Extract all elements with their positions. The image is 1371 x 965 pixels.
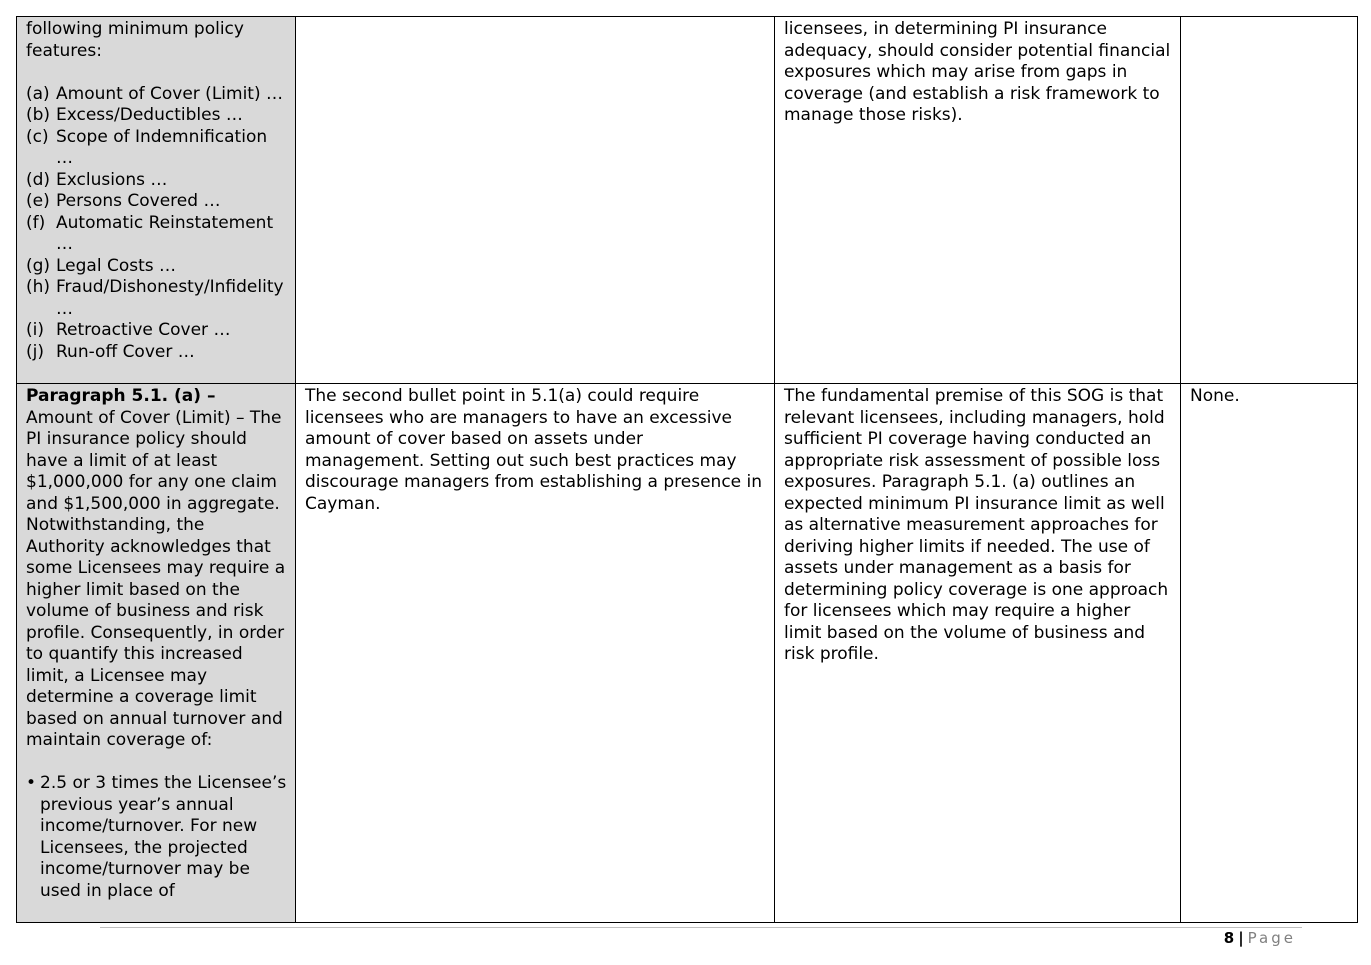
policy-features-intro: following minimum policy features:	[26, 19, 244, 61]
list-item: (b) Excess/Deductibles …	[26, 105, 243, 125]
industry-comment-cell: The second bullet point in 5.1(a) could require licensees who are managers to have an excessive amount of cover based on assets under management. Setting out such best practices may discourage managers from establishing a presence in Cayman.	[296, 384, 775, 923]
industry-comment-cell	[296, 17, 775, 384]
authority-response-cell: The fundamental premise of this SOG is that relevant licensees, including managers, hold sufficient PI coverage having conducted an appropriate risk assessment of possible loss exposures. Paragraph 5.1. (a) outlines an expected minimum PI insurance limit as well as alternative measurement approaches for deriving higher limits if needed. The use of assets under management as a basis for determining policy coverage is one approach for licensees which may require a higher limit based on the volume of business and risk profile.	[775, 384, 1181, 923]
policy-features-list	[26, 84, 287, 364]
list-item: (f) Automatic Reinstatement …	[26, 212, 274, 254]
authority-response-cell: licensees, in determining PI insurance adequacy, should consider potential financial exposures which may arise from gaps in coverage (and establish a risk framework to manage those risks).	[775, 17, 1181, 384]
table-row	[17, 17, 1358, 384]
policy-features-cell	[17, 17, 296, 384]
paragraph-5-1-a-cell	[17, 384, 296, 923]
list-item: (a) Amount of Cover (Limit) …	[26, 83, 283, 104]
page-number: 8	[1223, 929, 1235, 947]
page-separator: |	[1238, 929, 1244, 947]
bullet-item: • 2.5 or 3 times the Licensee’s previous year’s annual income/turnover. For new Licensees, the projected income/turnover may be used in place of	[26, 773, 287, 902]
paragraph-heading: Paragraph 5.1. (a) –	[26, 386, 216, 406]
page-label: Page	[1247, 929, 1296, 947]
list-item: (j) Run-off Cover …	[26, 341, 195, 362]
amendment-cell	[1181, 17, 1358, 384]
comments-table	[16, 16, 1358, 923]
table-row	[17, 384, 1358, 923]
list-item: (h) Fraud/Dishonesty/Infidelity …	[26, 277, 284, 319]
list-item: (g) Legal Costs …	[26, 255, 177, 276]
amendment-cell: None.	[1181, 384, 1358, 923]
list-item: (i) Retroactive Cover …	[26, 320, 231, 340]
paragraph-body: Amount of Cover (Limit) – The PI insurance policy should have a limit of at least $1,000,000 for any one claim and $1,500,000 in aggregate. Notwithstanding, the Authority acknowledges that some Licensees may require a higher limit based on the volume of business and risk profile. Consequently, in order to quantify this increased limit, a Licensee may determine a coverage limit based on annual turnover and maintain coverage of:	[26, 407, 286, 750]
page-number-footer	[1224, 929, 1296, 947]
list-item: (e) Persons Covered …	[26, 191, 221, 211]
list-item: (d) Exclusions …	[26, 169, 168, 190]
footer-divider	[100, 927, 1302, 928]
list-item: (c) Scope of Indemnification …	[26, 126, 268, 168]
